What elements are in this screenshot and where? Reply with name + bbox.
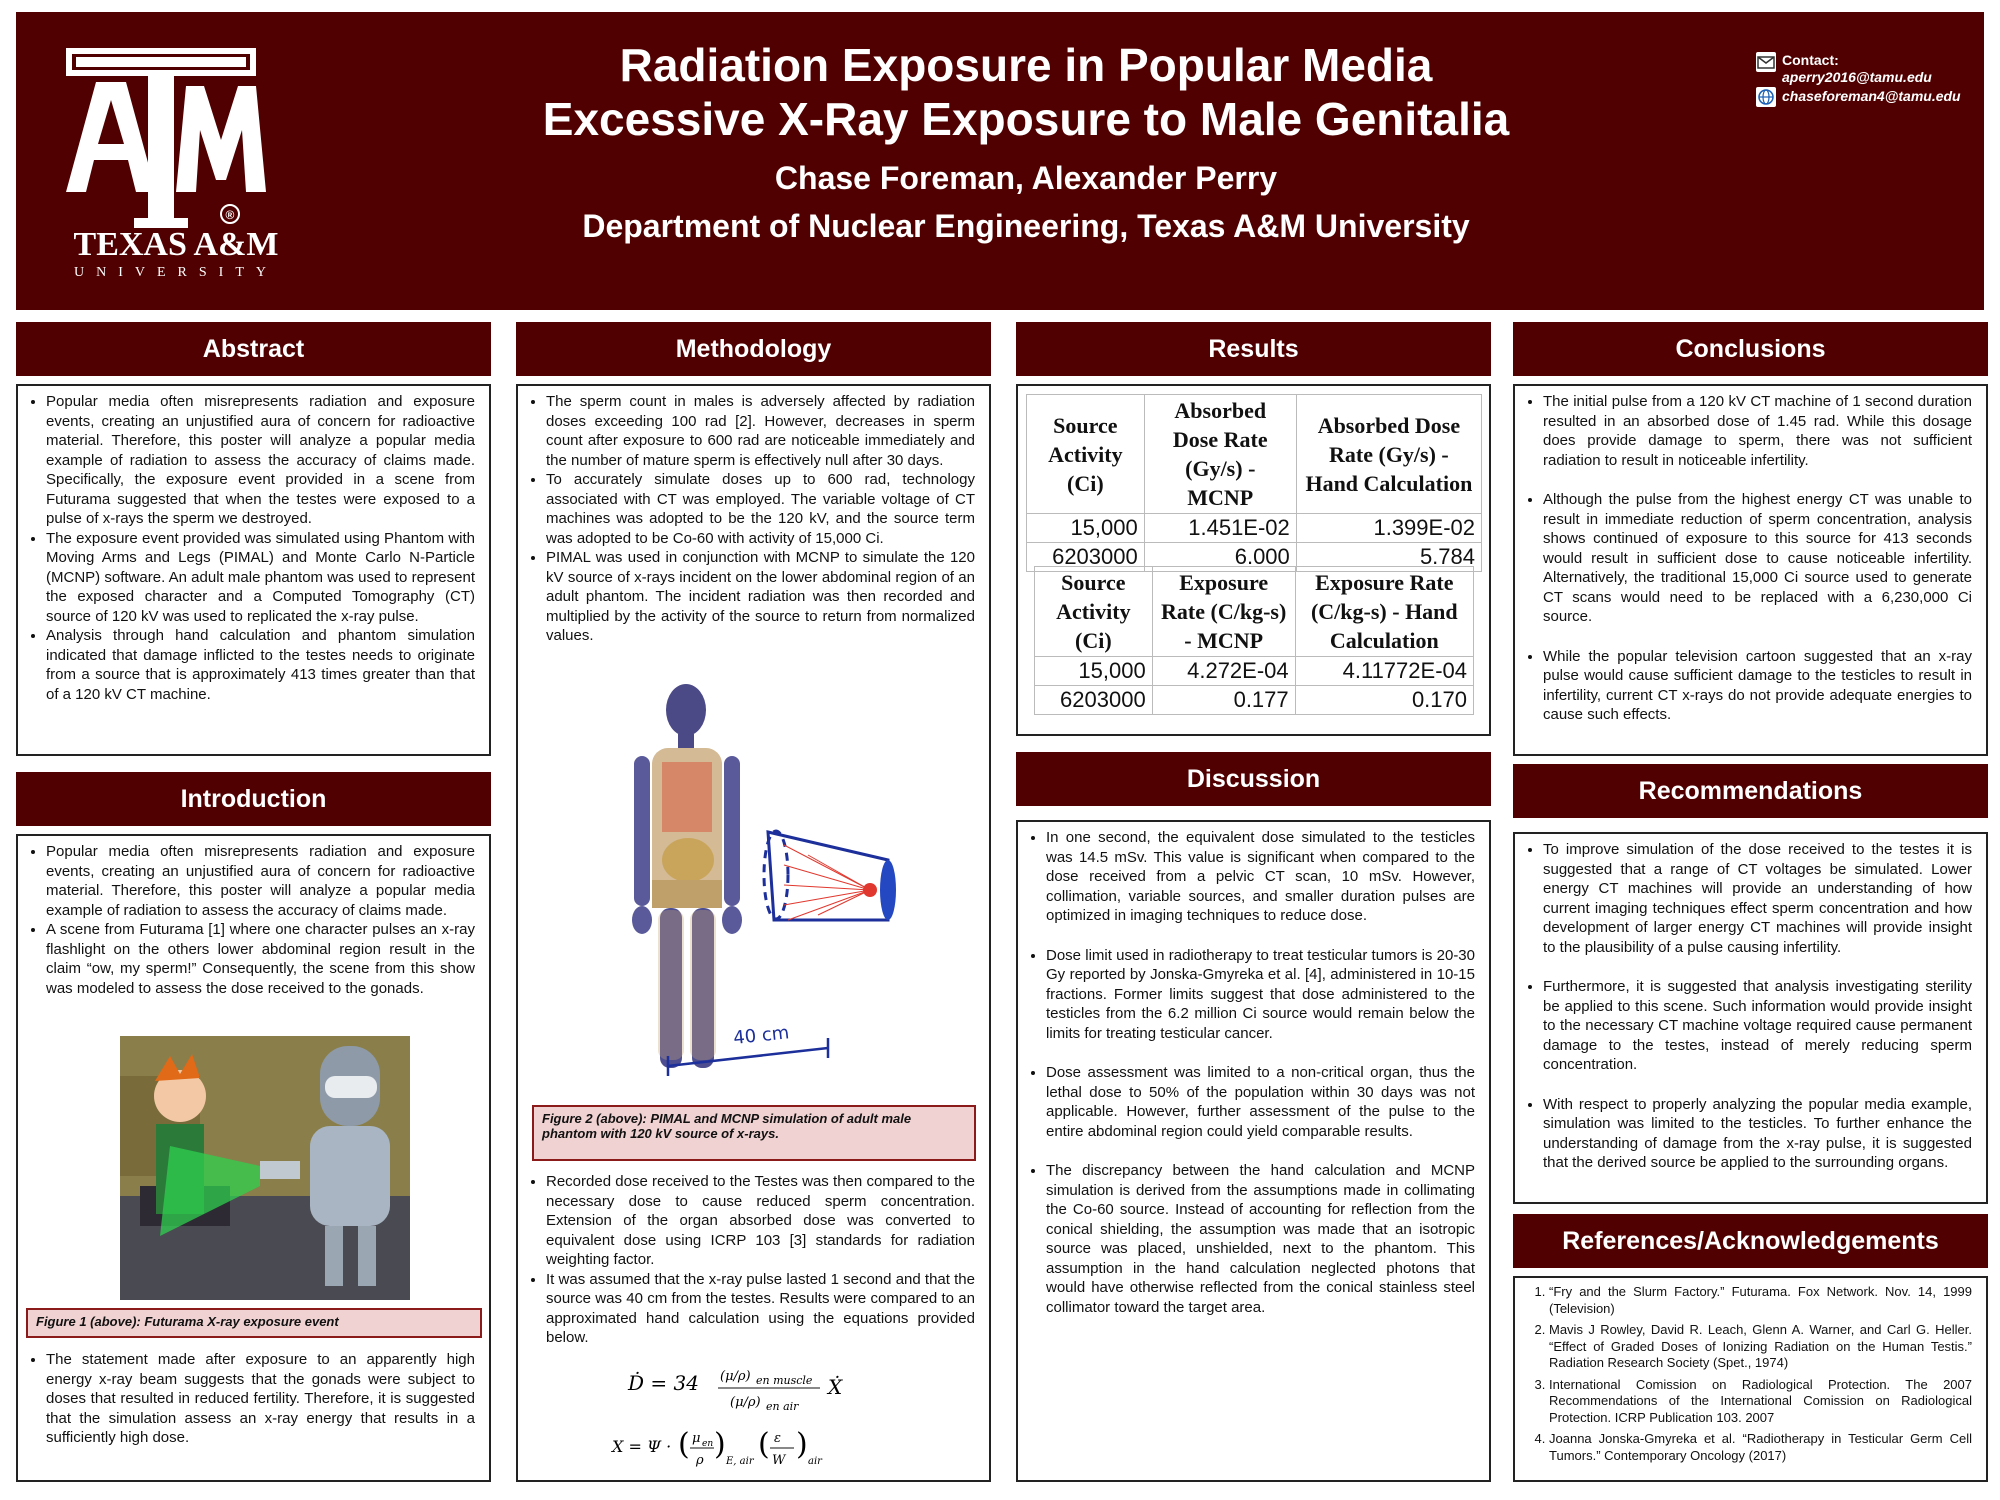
svg-text:W: W (772, 1453, 786, 1468)
svg-text:air: air (808, 1456, 822, 1467)
abstract-bullet: • Analysis through hand calculation and phantom simulation indicated that damage inflicted to the testes needs to originate from a source that is approximately 413 times greater than that of a 120 kV CT machine. (46, 626, 475, 704)
poster-title-line2: Excessive X-Ray Exposure to Male Genitalia (542, 93, 1510, 145)
table-header: Source Activity (Ci) (1035, 567, 1153, 657)
introduction-heading: Introduction (16, 772, 491, 826)
svg-text:(μ/ρ): (μ/ρ) (720, 1369, 751, 1384)
discussion-bullet: • Dose assessment was limited to a non-critical organ, thus the lethal dose to 50% of the population within 30 days was not applicable. However, further assessment of the pulse to the entire abdominal region could yield comparable results. (1046, 1063, 1475, 1141)
dose-equations (608, 1356, 908, 1476)
poster-header (16, 12, 1984, 310)
email-1[interactable]: aperry2016@tamu.edu (1782, 69, 1932, 85)
conclusion-bullet: • While the popular television cartoon suggested that an x-ray pulse would cause sufficient damage to the testicles to result in infertility, current CT x-rays do not provide adequate energies to cause such effects. (1543, 647, 1972, 725)
table-cell: 4.272E-04 (1152, 657, 1295, 686)
texas-am-logo (56, 42, 296, 282)
abstract-bullet: • Popular media often misrepresents radiation and exposure events, creating an unjustified aura of concern for radioactive material. Therefore, this poster will analyze a popular media example of radiation to assess the accuracy of claims made. Specifically, the exposure event provided in a scene from Futurama suggested that when the testes were exposed to a pulse of x-rays the sperm we destroyed. (46, 392, 475, 529)
svg-text:X = Ψ ·: X = Ψ · (612, 1437, 672, 1456)
results-heading: Results (1016, 322, 1491, 376)
reference-item: 4. Joanna Jonska-Gmyreka et al. “Radiotherapy in Testicular Germ Cell Tumors.” Contemporary Oncology (2017) (1549, 1431, 1972, 1464)
svg-text:(: ( (758, 1427, 770, 1462)
method-bullet: • The sperm count in males is adversely affected by radiation doses exceeding 100 rad [2]. However, decreases in sperm count after exposure to 600 rad are noticeable immediately and the number of mature sperm is effectively null after 30 days. (546, 392, 975, 470)
methodology-heading: Methodology (516, 322, 991, 376)
recommendation-bullet: • With respect to properly analyzing the popular media example, simulation was limited to the testicles. To further enhance the understanding of damage from the x-ray pulse, it is suggested that the derived source be applied to the surrounding organs. (1543, 1095, 1972, 1173)
results-box (1016, 384, 1491, 736)
table-cell: 6203000 (1027, 543, 1145, 572)
svg-text:): ) (796, 1427, 808, 1462)
email-2[interactable]: chaseforeman4@tamu.edu (1782, 88, 1961, 104)
discussion-bullet: • Dose limit used in radiotherapy to treat testicular tumors is 20-30 Gy reported by Jonska-Gmyreka et al. [4], administered in 10-15 fractions. Former limits suggest that dose administered to the testicles from the 6.2 million Ci source would remain below the limits for treating testicular cancer. (1046, 946, 1475, 1044)
pimal-phantom-figure (598, 670, 958, 1090)
intro-bullet: • Popular media often misrepresents radiation and exposure events, creating an unjustified aura of concern for radioactive material. Therefore, this poster will analyze a popular media example of radiation to assess the accuracy of claims made. (46, 842, 475, 920)
futurama-scene-image (120, 1036, 410, 1300)
table-cell: 6203000 (1035, 686, 1153, 715)
globe-icon (1756, 87, 1776, 107)
discussion-bullet: • In one second, the equivalent dose simulated to the testicles was 14.5 mSv. This value is significant when compared to the dose received from a pelvic CT scan, 10 mSv. However, collimation, variable sources, and smaller duration pulses are optimized in imaging techniques to reduce dose. (1046, 828, 1475, 926)
table-cell: 5.784 (1296, 543, 1481, 572)
abstract-heading: Abstract (16, 322, 491, 376)
reference-item: 1. “Fry and the Slurm Factory.” Futurama. Fox Network. Nov. 14, 1999 (Television) (1549, 1284, 1972, 1317)
conclusion-bullet: • Although the pulse from the highest energy CT was unable to result in immediate reduction of sperm concentration, analysis shows continued of exposure to this source for 413 seconds would result in sufficient dose to cause noticeable infertility. Alternatively, the traditional 15,000 Ci source used to generate CT scans would need to be replaced with a 6,230,000 Ci source. (1543, 490, 1972, 627)
poster-department: Department of Nuclear Engineering, Texas A&M University (582, 208, 1470, 244)
logo-wordmark: TEXAS A&M (73, 226, 279, 263)
method-bullet-after: • It was assumed that the x-ray pulse lasted 1 second and that the source was 40 cm from the testes. Results were compared to an approximated hand calculation using the equations provided below. (546, 1270, 975, 1348)
reference-item: 3. International Comission on Radiological Protection. The 2007 Recommendations of the International Comission on Radiological Protection. ICRP Publication 103. 2007 (1549, 1377, 1972, 1427)
table-cell: 15,000 (1035, 657, 1153, 686)
table-cell: 1.399E-02 (1296, 514, 1481, 543)
method-bullet: • To accurately simulate doses up to 600 rad, technology associated with CT was employed. The variable voltage of CT machines was adopted to be the 120 kV, and the source term was adopted to be Co-60 with activity of 15,000 Ci. (546, 470, 975, 548)
dose-rate-table (1026, 394, 1482, 572)
poster-authors: Chase Foreman, Alexander Perry (774, 160, 1278, 196)
svg-text:ρ: ρ (696, 1453, 704, 1468)
references-box (1513, 1276, 1988, 1482)
email-icon (1756, 52, 1776, 72)
discussion-box (1016, 820, 1491, 1482)
svg-text:μ: μ (692, 1431, 701, 1446)
recommendations-heading: Recommendations (1513, 764, 1988, 818)
method-bullet-after: • Recorded dose received to the Testes was then compared to the necessary dose to cause reduced sperm concentration. Extension of the organ absorbed dose was converted to equivalent dose using ICRP 103 [3] standards for radiation weighting factor. (546, 1172, 975, 1270)
svg-text:en muscle: en muscle (756, 1374, 813, 1387)
intro-bullet: • A scene from Futurama [1] where one character pulses an x-ray flashlight on the others lower abdominal region result in the claim “ow, my sperm!” Consequently, the scene from this show was modeled to assess the dose received to the gonads. (46, 920, 475, 998)
table-header: Source Activity (Ci) (1027, 395, 1145, 514)
svg-text:en: en (702, 1439, 714, 1449)
svg-text:ε: ε (774, 1431, 781, 1446)
conclusions-heading: Conclusions (1513, 322, 1988, 376)
discussion-bullet: • The discrepancy between the hand calculation and MCNP simulation is derived from the assumptions made in collimating the Co-60 source. Instead of accounting for reflection from the conical shielding, the assumption was made that an isotropic source was placed, unshielded, next to the phantom. This assumption in the hand calculation neglected photons that would have otherwise reflected from the conical stainless steel collimator toward the target area. (1046, 1161, 1475, 1317)
svg-text:Ḋ = 34: Ḋ = 34 (628, 1371, 699, 1395)
contact-block (1756, 52, 1961, 107)
table-header: Absorbed Dose Rate (Gy/s) - MCNP (1144, 395, 1296, 514)
scale-label-40cm: 40 cm (732, 1022, 791, 1049)
svg-text:): ) (714, 1427, 726, 1462)
svg-text:Ẋ: Ẋ (828, 1375, 843, 1399)
table-header: Exposure Rate (C/kg-s) - Hand Calculation (1295, 567, 1473, 657)
abstract-bullet: • The exposure event provided was simulated using Phantom with Moving Arms and Legs (PIMAL) and Monte Carlo N-Particle (MCNP) software. An adult male phantom was used to represent the exposed character and a Computed Tomography (CT) source of 120 kV was used to replicated the x-ray pulse. (46, 529, 475, 627)
conclusions-box (1513, 384, 1988, 756)
abstract-box (16, 384, 491, 756)
table-cell: 0.177 (1152, 686, 1295, 715)
figure2-caption: Figure 2 (above): PIMAL and MCNP simulation of adult male phantom with 120 kV source of x-rays. (532, 1105, 976, 1161)
recommendation-bullet: • Furthermore, it is suggested that analysis investigating sterility be applied to this scene. Such information would provide insight to the necessary CT machine voltage required cause permanent damage to the testes, instead of merely reducing sperm concentration. (1543, 977, 1972, 1075)
svg-text:en air: en air (766, 1400, 799, 1413)
exposure-rate-table (1034, 566, 1474, 715)
table-header: Exposure Rate (C/kg-s) - MCNP (1152, 567, 1295, 657)
intro-bullet-after: • The statement made after exposure to an apparently high energy x-ray beam suggests that the gonads were subject to doses that resulted in reduced fertility. Therefore, it is suggested that the simulation assess an x-ray energy that results in a sufficiently high dose. (46, 1350, 475, 1448)
table-cell: 1.451E-02 (1144, 514, 1296, 543)
table-cell: 15,000 (1027, 514, 1145, 543)
conclusion-bullet: • The initial pulse from a 120 kV CT machine of 1 second duration resulted in an absorbed dose of 1.45 rad. While this dosage does provide damage to sperm, there was not sufficient radiation to result in noticeable infertility. (1543, 392, 1972, 470)
table-cell: 6.000 (1144, 543, 1296, 572)
registered-mark: ® (225, 208, 235, 222)
method-bullet: • PIMAL was used in conjunction with MCNP to simulate the 120 kV source of x-rays incident on the lower abdominal region of an adult phantom. The incident radiation was then recorded and multiplied by the activity of the source to return from normalized values. (546, 548, 975, 646)
discussion-heading: Discussion (1016, 752, 1491, 806)
svg-text:E, air: E, air (726, 1456, 754, 1467)
logo-subword: UNIVERSITY (74, 265, 278, 280)
recommendation-bullet: • To improve simulation of the dose received to the testes it is suggested that a range of CT voltages be simulated. Lower energy CT machines will provide an understanding of how current imaging techniques effect sperm concentration and how development of larger energy CT machines will provide insight to the plausibility of a pulse causing infertility. (1543, 840, 1972, 957)
contact-label: Contact: (1782, 52, 1839, 68)
reference-item: 2. Mavis J Rowley, David R. Leach, Glenn A. Warner, and Carl G. Heller. “Effect of Graded Doses of Ionizing Radiation on the Human Testis.” Radiation Research Society (Spet., 1974) (1549, 1322, 1972, 1372)
svg-text:(μ/ρ): (μ/ρ) (730, 1395, 761, 1410)
poster-title-line1: Radiation Exposure in Popular Media (619, 39, 1433, 91)
table-cell: 0.170 (1295, 686, 1473, 715)
methodology-box (516, 384, 991, 1482)
table-cell: 4.11772E-04 (1295, 657, 1473, 686)
figure1-caption: Figure 1 (above): Futurama X-ray exposure event (26, 1308, 482, 1338)
recommendations-box (1513, 832, 1988, 1204)
references-heading: References/Acknowledgements (1513, 1214, 1988, 1268)
introduction-box (16, 834, 491, 1482)
svg-text:(: ( (678, 1427, 690, 1462)
table-header: Absorbed Dose Rate (Gy/s) - Hand Calculation (1296, 395, 1481, 514)
